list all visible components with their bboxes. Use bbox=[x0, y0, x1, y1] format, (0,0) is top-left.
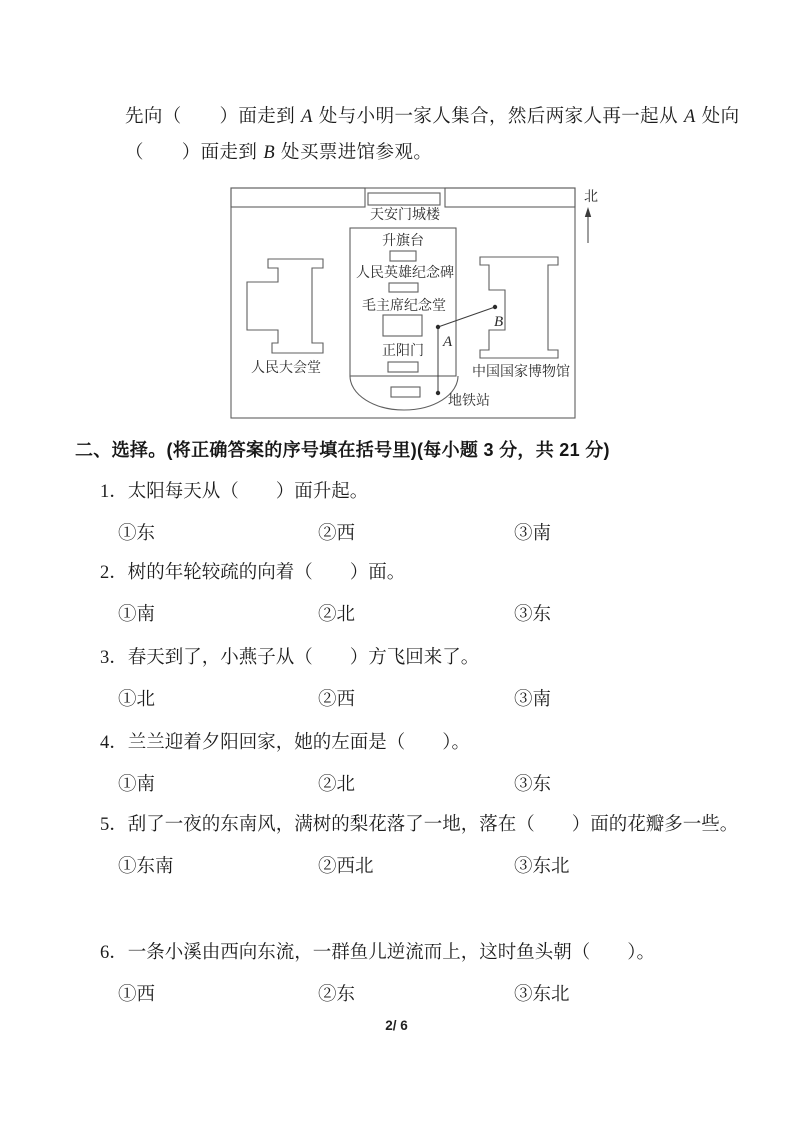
option-1: ①东 bbox=[118, 524, 156, 544]
option-1: ①南 bbox=[118, 605, 156, 625]
question-body: 兰兰迎着夕阳回家，她的左面是（ ）。 bbox=[127, 733, 471, 753]
subway-semicircle bbox=[350, 376, 458, 410]
mao-memorial-hall-label: 毛主席纪念堂 bbox=[362, 299, 446, 314]
intro-text: （ ）面走到 bbox=[125, 143, 263, 163]
option-3: ③东 bbox=[514, 605, 552, 625]
great-hall-label: 人民大会堂 bbox=[251, 361, 321, 376]
option-2: ②西 bbox=[318, 524, 356, 544]
option-1: ①西 bbox=[118, 985, 156, 1005]
point-b-dot bbox=[493, 305, 497, 309]
option-3: ③东北 bbox=[514, 857, 570, 877]
point-a-reference: A bbox=[684, 107, 696, 127]
option-2: ②西 bbox=[318, 690, 356, 710]
section-heading: 二、选择。(将正确答案的序号填在括号里)(每小题 3 分，共 21 分) bbox=[75, 440, 610, 460]
national-museum-label: 中国国家博物馆 bbox=[472, 365, 570, 380]
question-1 bbox=[100, 480, 790, 544]
point-b-label: B bbox=[494, 314, 504, 330]
question-body: 春天到了，小燕子从（ ）方飞回来了。 bbox=[127, 648, 480, 668]
option-2: ②东 bbox=[318, 985, 356, 1005]
point-a-dot bbox=[436, 325, 440, 329]
question-text bbox=[100, 813, 790, 837]
question-text bbox=[100, 646, 790, 670]
option-2: ②北 bbox=[318, 605, 356, 625]
tiananmen-gate-label: 天安门城楼 bbox=[370, 208, 440, 223]
question-5 bbox=[100, 813, 790, 877]
options-row bbox=[100, 773, 790, 797]
national-museum-building bbox=[480, 257, 558, 358]
question-2 bbox=[100, 561, 790, 625]
option-3: ③东 bbox=[514, 775, 552, 795]
option-1: ①北 bbox=[118, 690, 156, 710]
point-a-reference: A bbox=[301, 107, 313, 127]
route-b-to-a bbox=[438, 307, 495, 327]
question-4 bbox=[100, 731, 790, 795]
flag-platform-rect bbox=[390, 251, 416, 261]
question-number: 4． bbox=[100, 733, 128, 753]
question-number: 2． bbox=[100, 563, 128, 583]
top-wall-left bbox=[231, 188, 365, 207]
subway-point-dot bbox=[436, 391, 440, 395]
intro-line-1 bbox=[125, 105, 740, 129]
top-wall-right bbox=[445, 188, 575, 207]
question-text bbox=[100, 731, 790, 755]
mao-memorial-hall-rect bbox=[383, 315, 422, 336]
option-1: ①东南 bbox=[118, 857, 174, 877]
intro-text: 处向 bbox=[696, 107, 740, 127]
options-row bbox=[100, 522, 790, 546]
question-number: 1． bbox=[100, 482, 128, 502]
question-body: 树的年轮较疏的向着（ ）面。 bbox=[127, 563, 406, 583]
intro-text: 处买票进馆参观。 bbox=[276, 143, 433, 163]
option-3: ③南 bbox=[514, 524, 552, 544]
intro-text: 处与小明一家人集合，然后两家人再一起从 bbox=[313, 107, 683, 127]
flag-platform-label: 升旗台 bbox=[382, 234, 424, 249]
intro-text: 先向（ ）面走到 bbox=[125, 107, 301, 127]
subway-station-label: 地铁站 bbox=[448, 394, 490, 409]
option-1: ①南 bbox=[118, 775, 156, 795]
north-arrow-head bbox=[585, 207, 591, 217]
point-a-label: A bbox=[443, 334, 453, 350]
options-row bbox=[100, 603, 790, 627]
intro-line-2 bbox=[125, 141, 432, 165]
question-number: 6． bbox=[100, 943, 128, 963]
options-row bbox=[100, 855, 790, 879]
question-text bbox=[100, 561, 790, 585]
question-number: 5． bbox=[100, 815, 128, 835]
heroes-monument-label: 人民英雄纪念碑 bbox=[356, 266, 454, 281]
tiananmen-gate-rect bbox=[368, 193, 440, 205]
page-number: 2/ 6 bbox=[385, 1018, 408, 1033]
question-text bbox=[100, 941, 790, 965]
question-body: 太阳每天从（ ）面升起。 bbox=[127, 482, 369, 502]
question-text bbox=[100, 480, 790, 504]
question-body: 刮了一夜的东南风，满树的梨花落了一地，落在（ ）面的花瓣多一些。 bbox=[127, 815, 739, 835]
tiananmen-square-map bbox=[225, 185, 610, 425]
option-2: ②西北 bbox=[318, 857, 374, 877]
question-body: 一条小溪由西向东流，一群鱼儿逆流而上，这时鱼头朝（ ）。 bbox=[127, 943, 656, 963]
heroes-monument-rect bbox=[389, 283, 418, 292]
question-3 bbox=[100, 646, 790, 710]
point-b-reference: B bbox=[263, 143, 276, 163]
option-3: ③东北 bbox=[514, 985, 570, 1005]
option-3: ③南 bbox=[514, 690, 552, 710]
question-6 bbox=[100, 941, 790, 1005]
great-hall-building bbox=[247, 259, 323, 353]
options-row bbox=[100, 688, 790, 712]
question-number: 3． bbox=[100, 648, 128, 668]
options-row bbox=[100, 983, 790, 1007]
zhengyang-gate-label: 正阳门 bbox=[382, 344, 424, 359]
subway-rect bbox=[391, 387, 420, 397]
option-2: ②北 bbox=[318, 775, 356, 795]
zhengyang-gate-rect bbox=[388, 362, 418, 372]
north-label: 北 bbox=[584, 190, 598, 205]
